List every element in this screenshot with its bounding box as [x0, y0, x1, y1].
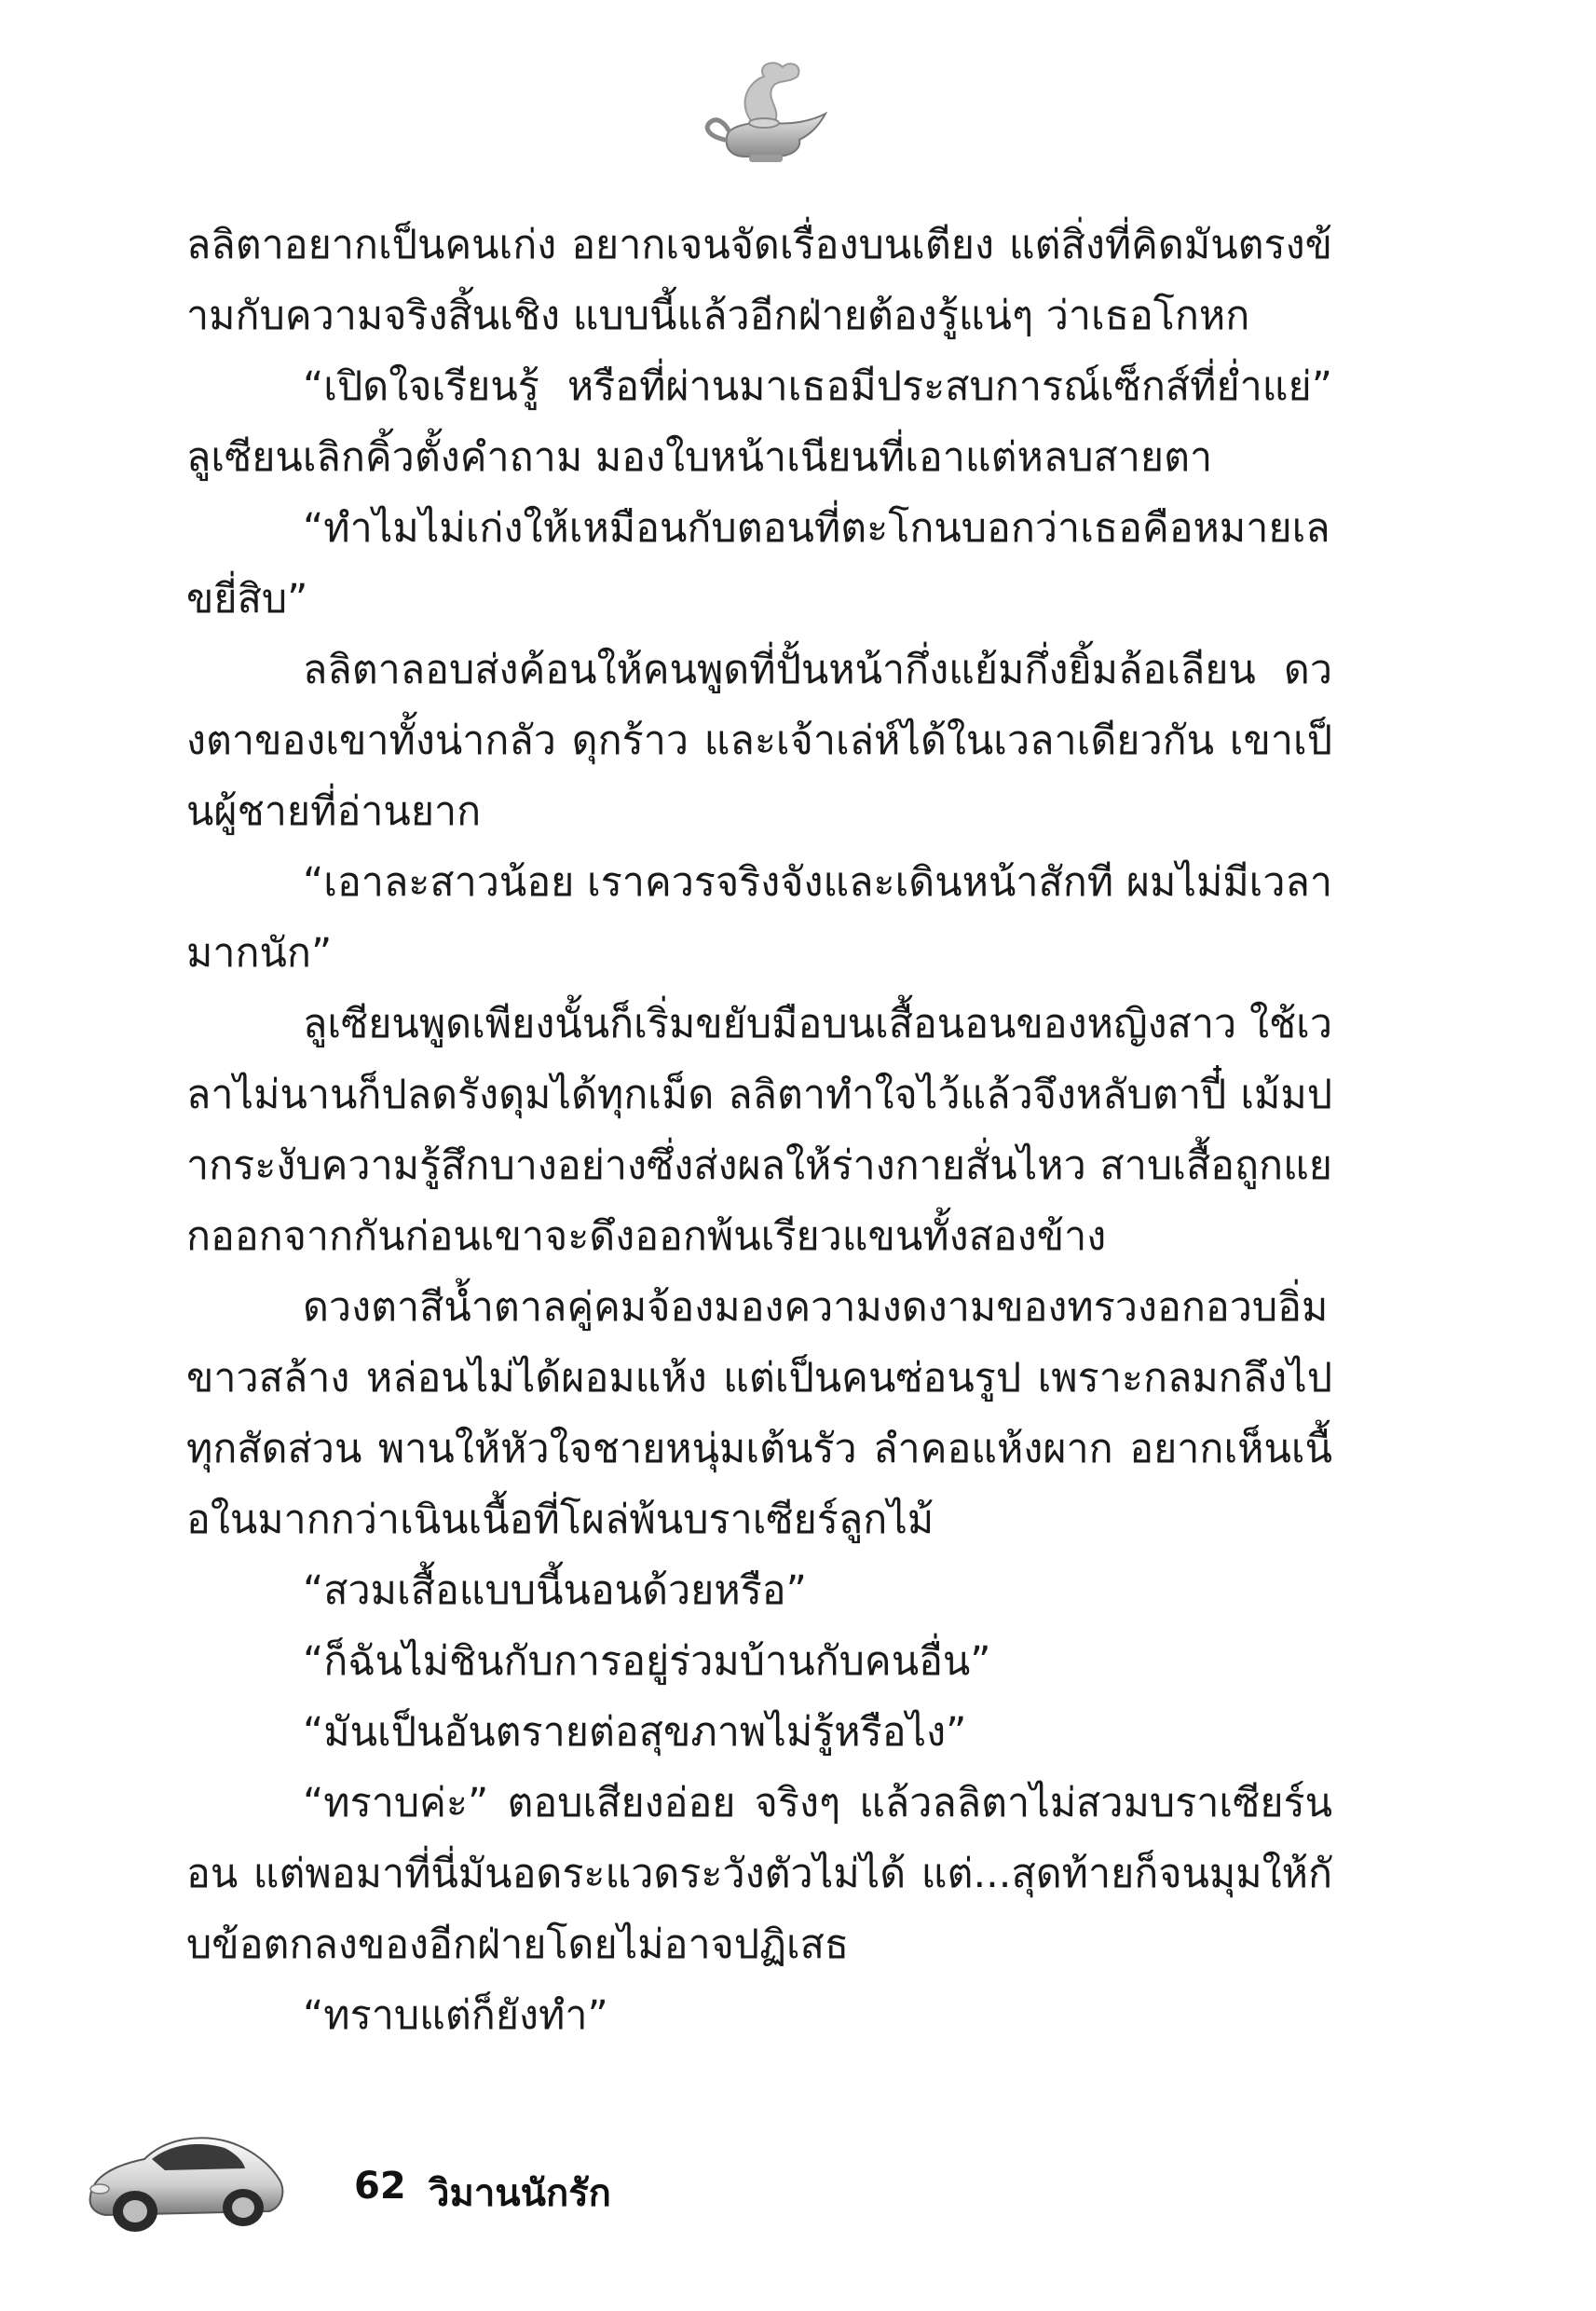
paragraph: ลลิตาลอบส่งค้อนให้คนพูดที่ปั้นหน้ากึ่งแย้มกึ่งยิ้มล้อเลียน ดวงตาของเขาทั้งน่ากลัว ดุกร้าว และเจ้าเล่ห์ได้ในเวลาเดียวกัน เขาเป็นผู้ชายที่อ่านยาก	[186, 647, 1332, 835]
paragraph: ลูเซียนพูดเพียงนั้นก็เริ่มขยับมือบนเสื้อนอนของหญิงสาว ใช้เวลาไม่นานก็ปลดรังดุมได้ทุกเม็ด ลลิตาทำใจไว้แล้วจึงหลับตาปี๋ เม้มปากระงับความรู้สึกบางอย่างซึ่งส่งผลให้ร่างกายสั่นไหว สาบเสื้อถูกแยกออกจากกันก่อนเขาจะดึงออกพ้นเรียวแขนทั้งสองข้าง	[186, 1001, 1332, 1260]
sports-car-icon	[79, 2111, 293, 2241]
paragraph: “สวมเสื้อแบบนี้นอนด้วยหรือ”	[303, 1567, 807, 1614]
paragraph: ลลิตาอยากเป็นคนเก่ง อยากเจนจัดเรื่องบนเตียง แต่สิ่งที่คิดมันตรงข้ามกับความจริงสิ้นเชิง แบบนี้แล้วอีกฝ่ายต้องรู้แน่ๆ ว่าเธอโกหก	[186, 222, 1332, 339]
paragraph: “ทำไมไม่เก่งให้เหมือนกับตอนที่ตะโกนบอกว่าเธอคือหมายเลขยี่สิบ”	[186, 505, 1330, 622]
paragraph: “เอาละสาวน้อย เราควรจริงจังและเดินหน้าสักที ผมไม่มีเวลามากนัก”	[186, 859, 1332, 977]
page-number: 62	[354, 2165, 406, 2208]
paragraph: “ทราบค่ะ” ตอบเสียงอ่อย จริงๆ แล้วลลิตาไม่สวมบราเซียร์นอน แต่พอมาที่นี่มันอดระแวดระวังตัวไม่ได้ แต่...สุดท้ายก็จนมุมให้กับข้อตกลงของอีกฝ่ายโดยไม่อาจปฏิเสธ	[186, 1780, 1332, 1968]
paragraph: “ทราบแต่ก็ยังทำ”	[303, 1992, 608, 2039]
paragraph: “เปิดใจเรียนรู้ หรือที่ผ่านมาเธอมีประสบการณ์เซ็กส์ที่ย่ำแย่” ลูเซียนเลิกคิ้วตั้งคำถาม มองใบหน้าเนียนที่เอาแต่หลบสายตา	[186, 363, 1332, 481]
paragraph: ดวงตาสีน้ำตาลคู่คมจ้องมองความงดงามของทรวงอกอวบอิ่มขาวสล้าง หล่อนไม่ได้ผอมแห้ง แต่เป็นคนซ่อนรูป เพราะกลมกลึงไปทุกสัดส่วน พานให้หัวใจชายหนุ่มเต้นรัว ลำคอแห้งผาก อยากเห็นเนื้อในมากกว่าเนินเนื้อที่โผล่พ้นบราเซียร์ลูกไม้	[186, 1284, 1332, 1543]
genie-lamp-ornament-icon	[671, 56, 839, 168]
paragraph: “มันเป็นอันตรายต่อสุขภาพไม่รู้หรือไง”	[303, 1709, 967, 1756]
paragraph: “ก็ฉันไม่ชินกับการอยู่ร่วมบ้านกับคนอื่น”	[303, 1638, 991, 1685]
book-title: วิมานนักรัก	[429, 2172, 611, 2215]
main-text	[186, 210, 1332, 2051]
page-footer	[79, 2111, 731, 2241]
